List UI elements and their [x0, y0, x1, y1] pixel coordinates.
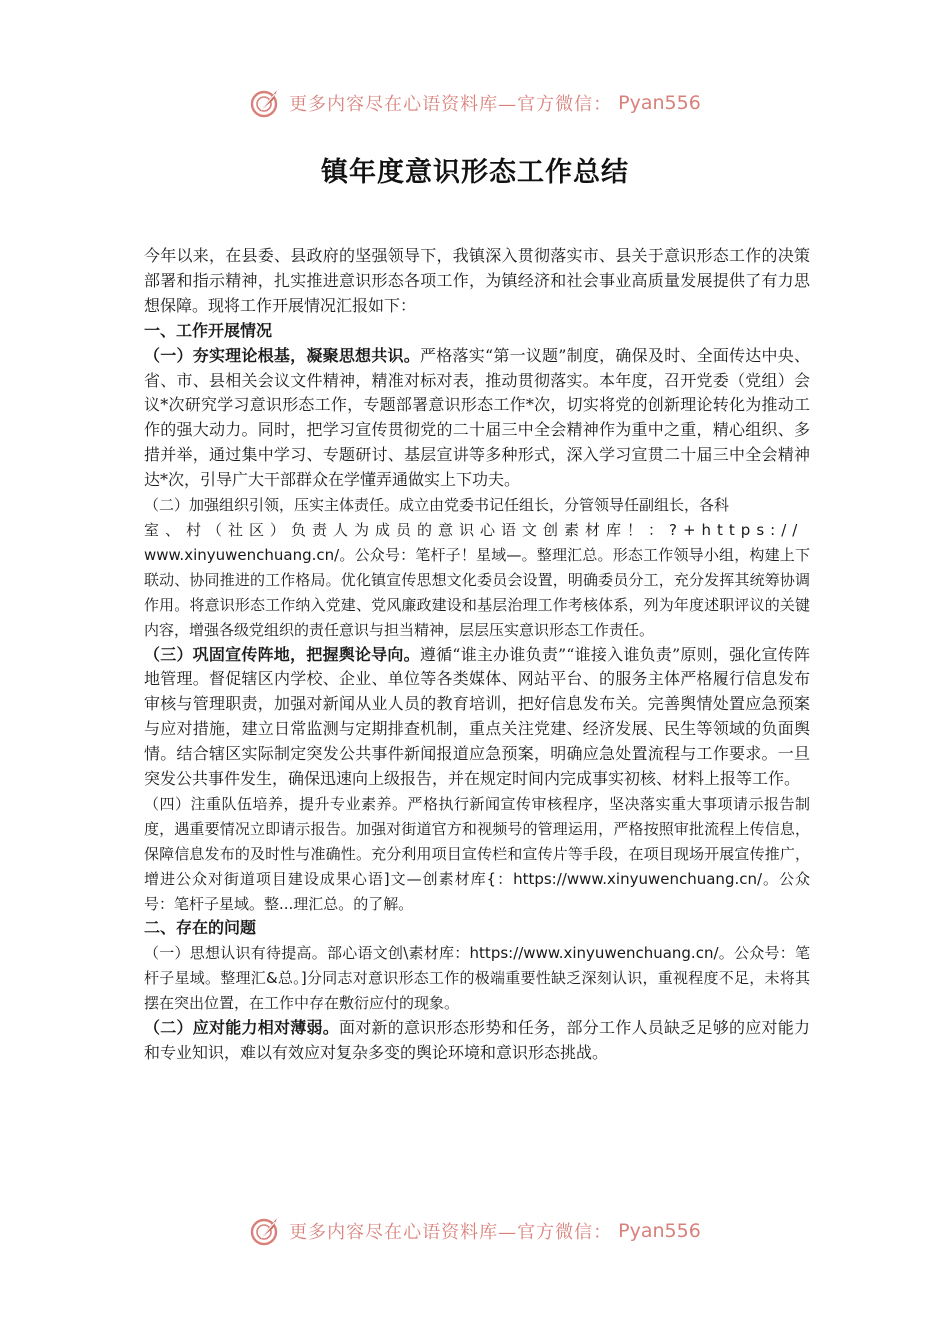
paragraph-line: （二）加强组织引领，压实主体责任。成立由党委书记任组长，分管领导任副组长，各科	[144, 496, 730, 515]
paragraph-2-1: （一）思想认识有待提高。部心语文创\素材库：https://www.xinyuwenchuang.cn/。公众号：笔杆子星域。整理汇&总。]分同志对意识形态工作的极端重要性缺乏深刻认识，重视程度不足，未将其摆在突出位置，在工作中存在敷衍应付的现象。	[144, 944, 810, 1013]
document-body	[144, 244, 810, 1066]
header-watermark	[0, 86, 950, 120]
paragraph-body: 面对新的意识形态形势和任务，部分工作人员缺乏足够的应对能力和专业知识，难以有效应对复杂多变的舆论环境和意识形态挑战。	[144, 1018, 810, 1062]
watermark-handle: Pyan556	[618, 92, 701, 114]
watermark-text: 更多内容尽在心语资料库—官方微信：	[289, 94, 613, 115]
footer-watermark	[0, 1214, 950, 1248]
watermark-handle: Pyan556	[618, 1220, 701, 1242]
paragraph-1-3	[144, 643, 810, 792]
quill-seal-icon	[249, 1214, 283, 1248]
paragraph-lead: （一）夯实理论根基，凝聚思想共识。	[144, 345, 420, 365]
paragraph-body: www.xinyuwenchuang.cn/。公众号：笔杆子！星域—。整理汇总。形态工作领导小组，构建上下联动、协同推进的工作格局。优化镇宣传思想文化委员会设置，明确委员分工，充分发挥其统筹协调作用。将意识形态工作纳入党建、党风廉政建设和基层治理工作考核体系，列为年度述职评议的关键内容，增强各级党组织的责任意识与担当精神，层层压实意识形态工作责任。	[144, 545, 810, 639]
paragraph-lead: （三）巩固宣传阵地，把握舆论导向。	[144, 644, 420, 664]
section-heading-1: 一、工作开展情况	[144, 320, 273, 340]
paragraph-1-2	[144, 493, 810, 642]
paragraph-body: 严格落实“第一议题”制度，确保及时、全面传达中央、省、市、县相关会议文件精神，精准对标对表，推动贯彻落实。本年度，召开党委（党组）会议*次研究学习意识形态工作，专题部署意识形态工作*次，切实将党的创新理论转化为推动工作的强大动力。同时，把学习宣传贯彻党的二十届三中全会精神作为重中之重，精心组织、多措并举，通过集中学习、专题研讨、基层宣讲等多种形式，深入学习宣贯二十届三中全会精神达*次，引导广大干部群众在学懂弄通做实上下功夫。	[144, 345, 810, 490]
paragraph-lead: （二）应对能力相对薄弱。	[144, 1018, 339, 1038]
document-title: 镇年度意识形态工作总结	[321, 157, 629, 188]
paragraph-line-spread: 室、村（社区）负责人为成员的意识心语文创素材库！：?+https://	[144, 520, 804, 539]
paragraph-2-2	[144, 1016, 810, 1066]
paragraph-1-1	[144, 344, 810, 493]
paragraph-1-4: （四）注重队伍培养，提升专业素养。严格执行新闻宣传审核程序，坚决落实重大事项请示报告制度，遇重要情况立即请示报告。加强对街道官方和视频号的管理运用，严格按照审批流程上传信息，保障信息发布的及时性与准确性。充分利用项目宣传栏和宣传片等手段，在项目现场开展宣传推广，增进公众对街道项目建设成果心语]文—创素材库{：https://www.xinyuwenchuang.cn/。公众号：笔杆子星域。整...理汇总。的了解。	[144, 794, 810, 913]
section-heading-2: 二、存在的问题	[144, 918, 257, 938]
quill-seal-icon	[249, 86, 283, 120]
paragraph-body: 遵循“谁主办谁负责”“谁接入谁负责”原则，强化宣传阵地管理。督促辖区内学校、企业、单位等各类媒体、网站平台、的服务主体严格履行信息发布审核与管理职责，加强对新闻从业人员的教育培训，把好信息发布关。完善舆情处置应急预案与应对措施，建立日常监测与定期排查机制，重点关注党建、经济发展、民生等领域的负面舆情。结合辖区实际制定突发公共事件新闻报道应急预案，明确应急处置流程与工作要求。一旦突发公共事件发生，确保迅速向上级报告，并在规定时间内完成事实初核、材料上报等工作。	[144, 644, 810, 789]
intro-paragraph: 今年以来，在县委、县政府的坚强领导下，我镇深入贯彻落实市、县关于意识形态工作的决策部署和指示精神，扎实推进意识形态各项工作，为镇经济和社会事业高质量发展提供了有力思想保障。现将工作开展情况汇报如下：	[144, 246, 810, 315]
watermark-text: 更多内容尽在心语资料库—官方微信：	[289, 1222, 613, 1243]
